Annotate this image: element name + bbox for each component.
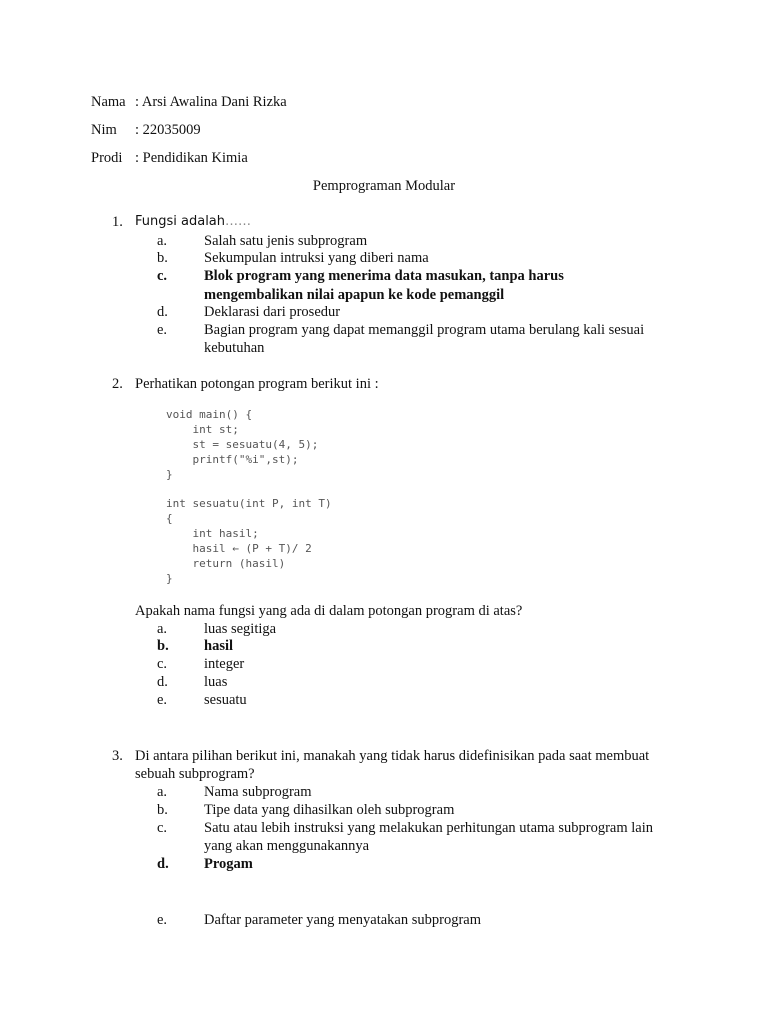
option-letter: e. [157, 322, 168, 338]
option-text: Sekumpulan intruksi yang diberi nama [204, 250, 429, 266]
option-letter: e. [157, 912, 168, 928]
option-letter: b. [157, 802, 168, 818]
nim-label: Nim [91, 122, 117, 138]
option-text-answer: Progam [204, 856, 253, 872]
code-snippet: void main() { int st; st = sesuatu(4, 5); printf("%i",st); } int sesuatu(int P, int T) { int hasil; hasil ← (P + T)/ 2 return (hasil) } [166, 408, 332, 585]
option-letter: e. [157, 692, 168, 708]
option-text: luas [204, 674, 228, 690]
option-letter: b. [157, 250, 168, 266]
prodi-value: : Pendidikan Kimia [135, 150, 248, 166]
name-label: Nama [91, 94, 126, 110]
option-text: Daftar parameter yang menyatakan subprogram [204, 912, 481, 928]
option-letter: a. [157, 784, 168, 800]
option-text-answer: hasil [204, 638, 234, 654]
ellipsis: …… [225, 214, 252, 229]
option-letter: c. [157, 820, 168, 836]
option-text: Bagian program yang dapat memanggil program utama berulang kali sesuai [204, 322, 645, 338]
question-text-cont: sebuah subprogram? [135, 766, 255, 782]
prodi-label: Prodi [91, 150, 123, 166]
question-text: Fungsi adalah…… [135, 214, 252, 229]
option-letter-answer: c. [157, 268, 168, 284]
name-value: : Arsi Awalina Dani Rizka [135, 94, 287, 110]
option-text-cont: yang akan menggunakannya [204, 838, 370, 854]
option-text: Satu atau lebih instruksi yang melakukan perhitungan utama subprogram lain [204, 820, 653, 836]
question-text: Di antara pilihan berikut ini, manakah yang tidak harus didefinisikan pada saat membuat [135, 748, 650, 764]
option-text-answer: Blok program yang menerima data masukan, tanpa harus [204, 268, 564, 284]
option-text: Nama subprogram [204, 784, 312, 800]
question-number: 1. [112, 214, 123, 230]
option-letter-answer: d. [157, 856, 169, 872]
option-text-cont: kebutuhan [204, 340, 265, 356]
question-text: Perhatikan potongan program berikut ini : [135, 376, 379, 392]
option-text: Deklarasi dari prosedur [204, 304, 341, 320]
option-text: Salah satu jenis subprogram [204, 233, 368, 249]
option-letter: d. [157, 304, 168, 320]
option-letter-answer: b. [157, 638, 169, 654]
option-letter: c. [157, 656, 168, 672]
option-text: sesuatu [204, 692, 247, 708]
question-number: 2. [112, 376, 123, 392]
option-letter: a. [157, 621, 168, 637]
option-text: Tipe data yang dihasilkan oleh subprogram [204, 802, 455, 818]
option-letter: d. [157, 674, 168, 690]
nim-value: : 22035009 [135, 122, 201, 138]
document-title: Pemprograman Modular [312, 178, 456, 194]
option-text: integer [204, 656, 245, 672]
option-letter: a. [157, 233, 168, 249]
option-text-answer-cont: mengembalikan nilai apapun ke kode pemanggil [204, 287, 505, 303]
question-prompt: Apakah nama fungsi yang ada di dalam potongan program di atas? [135, 603, 523, 619]
option-text: luas segitiga [204, 621, 277, 637]
question-number: 3. [112, 748, 123, 764]
